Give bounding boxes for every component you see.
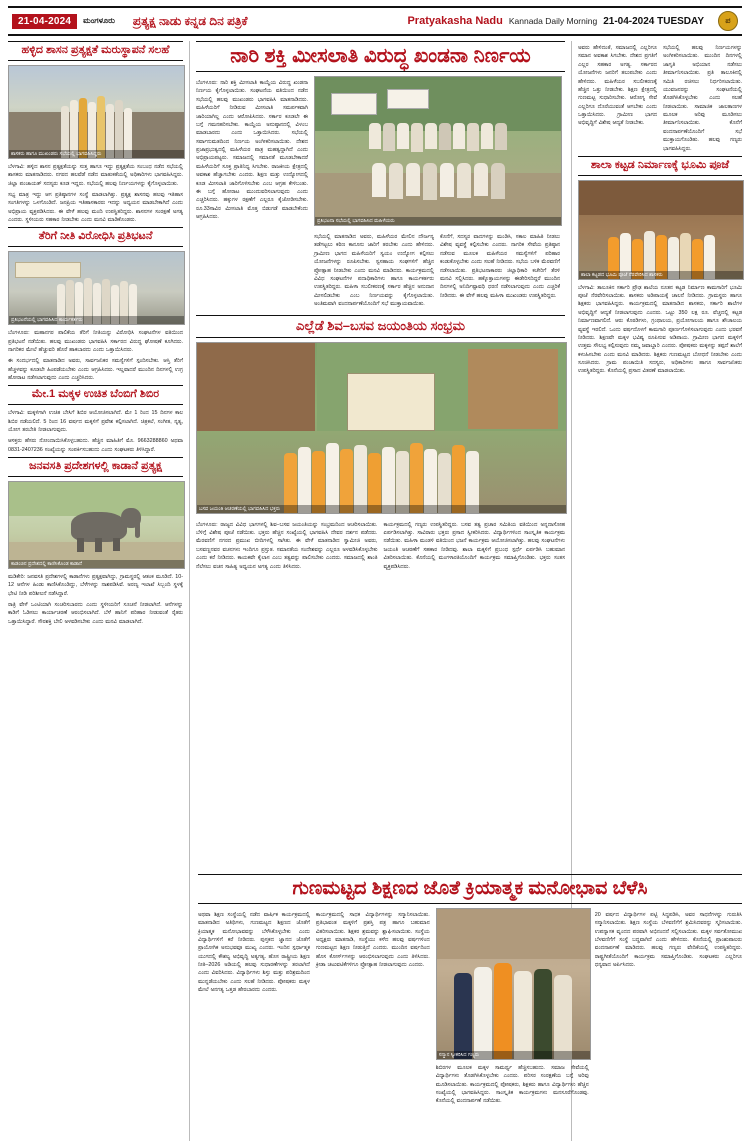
left-headline-2: ತೆರಿಗೆ ನೀತಿ ವಿರೋಧಿಸಿ ಪ್ರತಿಭಟನೆ [8,227,183,247]
main-photo-caption: ಪ್ರತಿಭಟನಾ ಸಭೆಯಲ್ಲಿ ಭಾಗವಹಿಸಿದ ಮಹಿಳೆಯರು [315,217,561,225]
bottom-story [198,874,742,1141]
left-photo-group [8,65,185,159]
left-paragraph-3: ಬೆಂಗಳೂರು: ಮಹಾನಗರ ಪಾಲಿಕೆಯ ತೆರಿಗೆ ನೀತಿಯನ್ನು ವಿರೋಧಿಸಿ ಸಂಘಟನೆಗಳ ವತಿಯಿಂದ ಪ್ರತಿಭಟನೆ ನಡೆಯಿತು. ಹಲವು ಮುಖಂಡರು ಭಾಗವಹಿಸಿ ಸರ್ಕಾರದ ವಿರುದ್ಧ ಘೋಷಣೆ ಕೂಗಿದರು. ನಾಗರಿಕರ ಮೇಲೆ ಹೆಚ್ಚುವರಿ ಹೊರೆ ಹಾಕಬಾರದು ಎಂದು ಒತ್ತಾಯಿಸಿದರು. [8,330,183,353]
left-paragraph-1: ಬೆಳಗಾವಿ: ಹಳ್ಳಿದ ಶಾಸನ ಪ್ರತ್ಯಕ್ಷತೆಯನ್ನು ಸುತ್ತ ಹಾಗೂ ಇದ್ದು ಪ್ರತ್ಯಕ್ಷತೆಯ ಸಂಬಂಧ ನಡೆದ ಸಭೆಯಲ್ಲಿ ಶಾಸಕರು ಮಾತನಾಡಿದರು. ನಗರದ ಹಲವೆಡೆ ನಡೆದ ಮಾತುಕತೆಯಲ್ಲಿ ಅಧಿಕಾರಿಗಳು ಭಾಗವಹಿಸಿದ್ದರು. ಜಿಲ್ಲಾ ಪಂಚಾಯತ್ ಸದಸ್ಯರು ಕೂಡ ಇದ್ದರು. ಸಭೆಯಲ್ಲಿ ಹಲವು ನಿರ್ಣಯಗಳನ್ನು ಕೈಗೊಳ್ಳಲಾಯಿತು. [8,163,183,187]
main-article-col2: ಸಭೆಯಲ್ಲಿ ಮಾತನಾಡಿದ ಅವರು, ಮಹಿಳೆಯರ ಮೇಲಿನ ದೌರ್ಜನ್ಯ ತಡೆಗಟ್ಟಲು ಕಠಿಣ ಕಾನೂನು ಜಾರಿಗೆ ತರಬೇಕು ಎಂದು ಹೇಳಿದರು. ಗ್ರಾಮೀಣ ಭಾಗದ ಮಹಿಳೆಯರಿಗೆ ಸ್ವಯಂ ಉದ್ಯೋಗ ಕಲ್ಪಿಸಲು ಯೋಜನೆಗಳನ್ನು ರೂಪಿಸಬೇಕು. ಸ್ವಸಹಾಯ ಸಂಘಗಳಿಗೆ ಹೆಚ್ಚಿನ ಪ್ರೋತ್ಸಾಹ ನೀಡಬೇಕು ಎಂದು ಮನವಿ ಮಾಡಿದರು. ಕಾರ್ಯಕ್ರಮದಲ್ಲಿ ವಿವಿಧ ಸಂಘಟನೆಗಳ ಪದಾಧಿಕಾರಿಗಳು ಹಾಗೂ ಕಾರ್ಯಕರ್ತರು ಉಪಸ್ಥಿತರಿದ್ದರು. ಮಹಿಳಾ ಸಬಲೀಕರಣಕ್ಕೆ ಸರ್ಕಾರ ಹೆಚ್ಚಿನ ಅನುದಾನ ಮೀಸಲಿಡಬೇಕು ಎಂಬ ನಿರ್ಣಯವನ್ನು ಕೈಗೊಳ್ಳಲಾಯಿತು. ಅಂತಿಮವಾಗಿ ವಂದನಾರ್ಪಣೆಯೊಂದಿಗೆ ಸಭೆ ಮುಕ್ತಾಯವಾಯಿತು. [314,234,434,307]
right-article-text: ಬೆಳಗಾವಿ: ತಾಲೂಕಿನ ಸರ್ಕಾರಿ ಪ್ರೌಢ ಶಾಲೆಯ ನೂತನ ಕಟ್ಟಡ ನಿರ್ಮಾಣ ಕಾಮಗಾರಿಗೆ ಭೂಮಿ ಪೂಜೆ ನೆರವೇರಿಸಲಾಯಿತು. ಶಾಸಕರು ಅಡಿಪಾಯಕ್ಕೆ ಚಾಲನೆ ನೀಡಿದರು. ಗ್ರಾಮಸ್ಥರು ಹಾಗೂ ಶಿಕ್ಷಕರು ಭಾಗವಹಿಸಿದ್ದರು. ಕಾರ್ಯಕ್ರಮದಲ್ಲಿ ಮಾತನಾಡಿದ ಶಾಸಕರು, ಸರ್ಕಾರಿ ಶಾಲೆಗಳ ಅಭಿವೃದ್ಧಿಗೆ ಆದ್ಯತೆ ನೀಡಲಾಗುವುದು ಎಂದರು. ಒಟ್ಟು 350 ಲಕ್ಷ ರೂ. ವೆಚ್ಚದಲ್ಲಿ ಕಟ್ಟಡ ನಿರ್ಮಾಣವಾಗಲಿದೆ. ಆರು ಕೊಠಡಿಗಳು, ಗ್ರಂಥಾಲಯ, ಪ್ರಯೋಗಾಲಯ ಹಾಗೂ ಶೌಚಾಲಯ ವ್ಯವಸ್ಥೆ ಇರಲಿದೆ. ಒಂದು ವರ್ಷದೊಳಗೆ ಕಾಮಗಾರಿ ಪೂರ್ಣಗೊಳಿಸಲಾಗುವುದು ಎಂದು ಭರವಸೆ ನೀಡಿದರು. ಶಿಕ್ಷಣವೇ ಮಕ್ಕಳ ಭವಿಷ್ಯ ರೂಪಿಸುವ ಅಡಿಪಾಯ. ಗ್ರಾಮೀಣ ಭಾಗದ ಮಕ್ಕಳಿಗೆ ಉತ್ತಮ ಸೌಲಭ್ಯ ಕಲ್ಪಿಸುವುದು ನಮ್ಮ ಜವಾಬ್ದಾರಿ ಎಂದರು. ಪೋಷಕರು ಮಕ್ಕಳನ್ನು ತಪ್ಪದೆ ಶಾಲೆಗೆ ಕಳುಹಿಸಬೇಕು ಎಂದು ಮನವಿ ಮಾಡಿದರು. ಶಿಕ್ಷಕರು ಗುಣಮಟ್ಟದ ಬೋಧನೆ ನೀಡಬೇಕು ಎಂದು ಸೂಚಿಸಿದರು. ಗ್ರಾಮ ಪಂಚಾಯಿತಿ ಸದಸ್ಯರು, ಅಧಿಕಾರಿಗಳು ಹಾಗೂ ಸಾರ್ವಜನಿಕರು ಉಪಸ್ಥಿತರಿದ್ದರು. ಕೊನೆಯಲ್ಲಿ ಪ್ರಸಾದ ವಿತರಣೆ ಮಾಡಲಾಯಿತು. [578,284,742,375]
bottom-photo-caption: ಸನ್ಮಾನ ಸ್ವೀಕರಿಸಿದ ಗಣ್ಯರು [437,1051,590,1059]
left-paragraph-4: ಈ ಸಂದರ್ಭದಲ್ಲಿ ಮಾತನಾಡಿದ ಅವರು, ಸಾರ್ವಜನಿಕರ ಸಮಸ್ಯೆಗಳಿಗೆ ಸ್ಪಂದಿಸಬೇಕು. ಆಸ್ತಿ ತೆರಿಗೆ ಹೆಚ್ಚಳವನ್ನು ಕೂಡಲೇ ಹಿಂಪಡೆಯಬೇಕು ಎಂದು ಆಗ್ರಹಿಸಿದರು. ಇಲ್ಲವಾದರೆ ಮುಂದಿನ ದಿನಗಳಲ್ಲಿ ಉಗ್ರ ಹೋರಾಟ ನಡೆಸಲಾಗುವುದು ಎಂದು ಎಚ್ಚರಿಸಿದರು. [8,358,183,381]
masthead [8,6,742,36]
left-photo-protest [8,251,185,325]
left-paragraph-6: ಆಸಕ್ತರು ಹೆಸರು ನೋಂದಾಯಿಸಿಕೊಳ್ಳಬಹುದು. ಹೆಚ್ಚಿನ ಮಾಹಿತಿಗೆ ಮೊ. 9663288860 ಅಥವಾ 0831-2407236 ಸಂಖ್ಯೆಯನ್ನು ಸಂಪರ್ಕಿಸಬಹುದು ಎಂದು ಸಂಘಟಕರು ತಿಳಿಸಿದ್ದಾರೆ. [8,438,183,453]
right-mid-text: ಸಭೆಯಲ್ಲಿ ಹಲವು ನಿರ್ಣಯಗಳನ್ನು ಅಂಗೀಕರಿಸಲಾಯಿತು. ಮುಂದಿನ ದಿನಗಳಲ್ಲಿ ಜಾಗೃತಿ ಅಭಿಯಾನ ನಡೆಸಲು ತೀರ್ಮಾನಿಸಲಾಯಿತು. ಪ್ರತಿ ತಾಲೂಕಿನಲ್ಲಿ ಸಮಿತಿ ರಚಿಸಲು ನಿರ್ಧರಿಸಲಾಯಿತು. ಯುವಜನರನ್ನು ಸಂಘಟನೆಯಲ್ಲಿ ತೊಡಗಿಸಿಕೊಳ್ಳಬೇಕು ಎಂದು ಸಲಹೆ ನೀಡಲಾಯಿತು. ಸಾಮಾಜಿಕ ಜಾಲತಾಣಗಳ ಮೂಲಕ ಅರಿವು ಮೂಡಿಸಲು ತೀರ್ಮಾನಿಸಲಾಯಿತು. ಕೊನೆಗೆ ವಂದನಾರ್ಪಣೆಯೊಂದಿಗೆ ಸಭೆ ಮುಕ್ತಾಯಗೊಂಡಿತು. ಹಲವು ಗಣ್ಯರು ಭಾಗವಹಿಸಿದ್ದರು. [663,45,742,152]
masthead-english-title: Pratyakasha Nadu [407,15,503,27]
bottom-col-4: 20 ವರ್ಷದ ವಿದ್ಯಾರ್ಥಿಗಳ ಪಟ್ಟಿ ಸಿದ್ಧಪಡಿಸಿ, ಅವರ ಸಾಧನೆಗಳನ್ನು ಗುರುತಿಸಿ ಸನ್ಮಾನಿಸಲಾಯಿತು. ಶಿಕ್ಷಣ ಸಂಸ್ಥೆಯ ಬೆಳವಣಿಗೆಗೆ ಶ್ರಮಿಸಿದವರನ್ನು ಸ್ಮರಿಸಲಾಯಿತು. ಉಪನ್ಯಾಸಕ ವೃಂದದ ಪರವಾಗಿ ಅಭಿನಂದನೆ ಸಲ್ಲಿಸಲಾಯಿತು. ಮಕ್ಕಳ ಸರ್ವತೋಮುಖ ಬೆಳವಣಿಗೆಗೆ ಸಂಸ್ಥೆ ಬದ್ಧವಾಗಿದೆ ಎಂದು ಹೇಳಿದರು. ಕೊನೆಯಲ್ಲಿ ಪ್ರಾಂಶುಪಾಲರು ವಂದನಾರ್ಪಣೆ ಮಾಡಿದರು. ಹಲವು ಗಣ್ಯರು ವೇದಿಕೆಯಲ್ಲಿ ಉಪಸ್ಥಿತರಿದ್ದರು. ರಾಷ್ಟ್ರಗೀತೆಯೊಂದಿಗೆ ಕಾರ್ಯಕ್ರಮ ಸಮಾಪ್ತಿಗೊಂಡಿತು. ಸಂಘಟಕರು ಎಲ್ಲರಿಗೂ ಧನ್ಯವಾದ ಅರ್ಪಿಸಿದರು. [594,911,742,968]
left-headline-3: ಮೇ.1 ಮಕ್ಕಳ ಉಚಿತ ಬೆಂಬಿಗೆ ಶಿಬಿರ [8,385,183,405]
left-headline-4: ಜನವಸತಿ ಪ್ರದೇಶಗಳಲ್ಲಿ ಕಾಡಾನೆ ಪ್ರತ್ಯಕ್ಷ [8,457,183,477]
bottom-photo-felicitation [436,908,591,1060]
right-headline-1: ಶಾಲಾ ಕಟ್ಟಡ ನಿರ್ಮಾಣಕ್ಕೆ ಭೂಮಿ ಪೂಜೆ [578,156,742,176]
masthead-english-date: 21-04-2024 TUESDAY [603,15,704,27]
left-photo-2-caption: ಪ್ರತಿಭಟನೆಯಲ್ಲಿ ಭಾಗವಹಿಸಿದ ಕಾರ್ಯಕರ್ತರು [9,316,184,324]
masthead-kannada-title: ಪ್ರತ್ಯಕ್ಷ ನಾಡು ಕನ್ನಡ ದಿನ ಪತ್ರಿಕೆ [132,13,248,28]
masthead-edition: ಮಂಗಳೂರು [83,16,115,25]
mid2-col-1: ಬೆಂಗಳೂರು: ರಾಜ್ಯದ ವಿವಿಧ ಭಾಗಗಳಲ್ಲಿ ಶಿವ–ಬಸವ ಜಯಂತಿಯನ್ನು ಸಂಭ್ರಮದಿಂದ ಆಚರಿಸಲಾಯಿತು. ಬೆಳಿಗ್ಗೆ ವಿಶೇಷ ಪೂಜೆ ನಡೆಯಿತು. ಭಕ್ತರು ಹೆಚ್ಚಿನ ಸಂಖ್ಯೆಯಲ್ಲಿ ಭಾಗವಹಿಸಿ ದೇವರ ದರ್ಶನ ಪಡೆದರು. ಮೆರವಣಿಗೆ ನಗರದ ಪ್ರಮುಖ ಬೀದಿಗಳಲ್ಲಿ ಸಾಗಿತು. ಈ ವೇಳೆ ಮಾತನಾಡಿದ ಸ್ವಾಮೀಜಿ ಅವರು, ಬಸವಣ್ಣನವರ ವಚನಗಳು ಇಂದಿಗೂ ಪ್ರಸ್ತುತ. ಸಮಾನತೆಯ ಸಂದೇಶವನ್ನು ಎಲ್ಲರೂ ಅಳವಡಿಸಿಕೊಳ್ಳಬೇಕು ಎಂದು ಕರೆ ನೀಡಿದರು. ಕಾಯಕವೇ ಕೈಲಾಸ ಎಂಬ ತತ್ವವನ್ನು ಪಾಲಿಸಬೇಕು ಎಂದರು. ಸಮಾಜದಲ್ಲಿ ಶಾಂತಿ ನೆಲೆಸಲು ವಚನ ಸಾಹಿತ್ಯ ಅಧ್ಯಯನ ಅಗತ್ಯ ಎಂದು ತಿಳಿಸಿದರು. [196,521,378,570]
main-article-col3: ಕೊನೆಗೆ, ಸದಸ್ಯರ ವಾದಗಳನ್ನು ಮಂಡಿಸಿ, ಸಕಾಲ ಮಾಹಿತಿ ನೀಡಲು ವಿಶೇಷ ವ್ಯವಸ್ಥೆ ಕಲ್ಪಿಸಬೇಕು ಎಂದರು. ನಾಗರಿಕ ಸೇವೆಯ ಪ್ರತಿಷ್ಠಾನ ನಡೆಸುವ ಮೂಲಕ ಮಹಿಳೆಯರ ಸಮಸ್ಯೆಗಳಿಗೆ ಪರಿಹಾರ ಕಂಡುಕೊಳ್ಳಬೇಕು ಎಂದು ಸಲಹೆ ನೀಡಿದರು. ಸಭೆಯ ಬಳಿಕ ಮೆರವಣಿಗೆ ನಡೆಸಲಾಯಿತು. ಪ್ರತಿಭಟನಾಕಾರರು ಜಿಲ್ಲಾಧಿಕಾರಿ ಕಚೇರಿಗೆ ತೆರಳಿ ಮನವಿ ಸಲ್ಲಿಸಿದರು. ಹಕ್ಕೊತ್ತಾಯಗಳನ್ನು ಈಡೇರಿಸದಿದ್ದರೆ ಮುಂದಿನ ದಿನಗಳಲ್ಲಿ ಅನಿರ್ದಿಷ್ಟಾವಧಿ ಧರಣಿ ನಡೆಸಲಾಗುವುದು ಎಂದು ಎಚ್ಚರಿಕೆ ನೀಡಿದರು. ಈ ವೇಳೆ ಹಲವು ಮಹಿಳಾ ಮುಖಂಡರು ಉಪಸ್ಥಿತರಿದ್ದರು. [440,234,560,299]
right-photo-bhoomipuja [578,180,744,280]
left-photo-1-caption: ಶಾಸಕರು ಹಾಗೂ ಮುಖಂಡರು ಸಭೆಯಲ್ಲಿ ಭಾಗವಹಿಸಿದ್ದರು [9,150,184,158]
main-photo-meeting [314,76,562,226]
bottom-col-2: ಕಾರ್ಯಕ್ರಮದಲ್ಲಿ ಸಾಧಕ ವಿದ್ಯಾರ್ಥಿಗಳನ್ನು ಸನ್ಮಾನಿಸಲಾಯಿತು. ಪ್ರತಿಭಾವಂತ ಮಕ್ಕಳಿಗೆ ಪ್ರಶಸ್ತಿ ಪತ್ರ ಹಾಗೂ ಬಹುಮಾನ ವಿತರಿಸಲಾಯಿತು. ಶಿಕ್ಷಕರ ಶ್ರಮವನ್ನು ಶ್ಲಾಘಿಸಲಾಯಿತು. ಸಂಸ್ಥೆಯ ಅಧ್ಯಕ್ಷರು ಮಾತನಾಡಿ, ಸಂಸ್ಥೆಯು ಕಳೆದ ಹಲವು ವರ್ಷಗಳಿಂದ ಗುಣಮಟ್ಟದ ಶಿಕ್ಷಣ ನೀಡುತ್ತಿದೆ ಎಂದರು. ಮುಂದಿನ ವರ್ಷದಿಂದ ಹೊಸ ಕೋರ್ಸ್‌ಗಳನ್ನು ಆರಂಭಿಸಲಾಗುವುದು ಎಂದು ತಿಳಿಸಿದರು. ಕ್ರೀಡಾ ಚಟುವಟಿಕೆಗಳಿಗೂ ಪ್ರೋತ್ಸಾಹ ನೀಡಲಾಗುವುದು ಎಂದರು. [315,911,430,968]
masthead-date-badge: 21-04-2024 [12,14,77,29]
left-paragraph-7: ಮಡಿಕೇರಿ: ಜನವಸತಿ ಪ್ರದೇಶಗಳಲ್ಲಿ ಕಾಡಾನೆಗಳು ಪ್ರತ್ಯಕ್ಷವಾಗಿದ್ದು, ಗ್ರಾಮಸ್ಥರಲ್ಲಿ ಆತಂಕ ಮೂಡಿದೆ. 10-12 ಆನೆಗಳ ಹಿಂಡು ಕಾಣಿಸಿಕೊಂಡಿದ್ದು, ಬೆಳೆಗಳನ್ನು ನಾಶಪಡಿಸಿವೆ. ಅರಣ್ಯ ಇಲಾಖೆ ಸಿಬ್ಬಂದಿ ಸ್ಥಳಕ್ಕೆ ಭೇಟಿ ನೀಡಿ ಪರಿಶೀಲನೆ ನಡೆಸಿದ್ದಾರೆ. [8,573,183,597]
left-paragraph-5: ಬೆಳಗಾವಿ: ಮಕ್ಕಳಿಗಾಗಿ ಉಚಿತ ಬೇಸಿಗೆ ಶಿಬಿರ ಆಯೋಜಿಸಲಾಗಿದೆ. ಮೇ 1 ರಿಂದ 15 ದಿನಗಳ ಕಾಲ ಶಿಬಿರ ನಡೆಯಲಿದೆ. 5 ರಿಂದ 16 ವರ್ಷದ ಮಕ್ಕಳಿಗೆ ಪ್ರವೇಶ ಕಲ್ಪಿಸಲಾಗಿದೆ. ಚಿತ್ರಕಲೆ, ಸಂಗೀತ, ನೃತ್ಯ, ಯೋಗ ತರಬೇತಿ ನೀಡಲಾಗುವುದು. [8,410,183,433]
left-paragraph-8: ರಾತ್ರಿ ವೇಳೆ ಒಂಟಿಯಾಗಿ ಸಂಚರಿಸಬಾರದು ಎಂದು ಸ್ಥಳೀಯರಿಗೆ ಸೂಚನೆ ನೀಡಲಾಗಿದೆ. ಆನೆಗಳನ್ನು ಕಾಡಿಗೆ ಓಡಿಸಲು ಕಾರ್ಯಾಚರಣೆ ಆರಂಭಿಸಲಾಗಿದೆ. ಬೆಳೆ ಹಾನಿಗೆ ಪರಿಹಾರ ನೀಡುವಂತೆ ರೈತರು ಒತ್ತಾಯಿಸಿದ್ದಾರೆ. ಸೌರಶಕ್ತಿ ಬೇಲಿ ಅಳವಡಿಸಬೇಕು ಎಂದು ಮನವಿ ಮಾಡಲಾಗಿದೆ. [8,601,183,625]
left-photo-3-caption: ಕಾಡಂಚಿನ ಪ್ರದೇಶದಲ್ಲಿ ಕಾಣಿಸಿಕೊಂಡ ಕಾಡಾನೆ [9,560,184,568]
left-column [8,41,190,1141]
left-headline-1: ಹಳ್ಳಿದ ಶಾಸನ ಪ್ರತ್ಯಕ್ಷತೆ ಮರುಸ್ಥಾಪನೆ ಸಲಹೆ [8,41,183,61]
bottom-headline: ಗುಣಮಟ್ಟದ ಶಿಕ್ಷಣದ ಜೊತೆ ಕ್ರಿಯಾತ್ಮಕ ಮನೋಭಾವ ಬೆಳೆಸಿ [198,874,742,904]
right-photo-caption: ಶಾಲಾ ಕಟ್ಟಡದ ಭೂಮಿ ಪೂಜೆ ನೆರವೇರಿಸಿದ ಶಾಸಕರು [579,271,743,279]
mid-photo-jayanti [196,342,567,514]
mid2-col-2: ಕಾರ್ಯಕ್ರಮದಲ್ಲಿ ಗಣ್ಯರು ಉಪಸ್ಥಿತರಿದ್ದರು. ಬಸವ ತತ್ವ ಪ್ರಚಾರ ಸಮಿತಿಯ ವತಿಯಿಂದ ಅನ್ನದಾಸೋಹ ಏರ್ಪಡಿಸಲಾಗಿತ್ತು. ಸಾವಿರಾರು ಭಕ್ತರು ಪ್ರಸಾದ ಸ್ವೀಕರಿಸಿದರು. ವಿದ್ಯಾರ್ಥಿಗಳಿಂದ ಸಾಂಸ್ಕೃತಿಕ ಕಾರ್ಯಕ್ರಮ ನಡೆಯಿತು. ಮಹಿಳಾ ಮಂಡಳಿ ವತಿಯಿಂದ ಭಜನೆ ಕಾರ್ಯಕ್ರಮ ಆಯೋಜಿಸಲಾಗಿತ್ತು. ಹಲವು ಸಂಘಟನೆಗಳು ಜಯಂತಿ ಆಚರಣೆಗೆ ಸಹಕಾರ ನೀಡಿದವು. ಶಾಲಾ ಮಕ್ಕಳಿಗೆ ಪ್ರಬಂಧ ಸ್ಪರ್ಧೆ ಏರ್ಪಡಿಸಿ ಬಹುಮಾನ ವಿತರಿಸಲಾಯಿತು. ಕೊನೆಯಲ್ಲಿ ಮಂಗಳಾರತಿಯೊಂದಿಗೆ ಕಾರ್ಯಕ್ರಮ ಸಮಾಪ್ತಿಗೊಂಡಿತು. ಭಕ್ತರು ಸಂತಸ ವ್ಯಕ್ತಪಡಿಸಿದರು. [383,521,565,570]
bottom-col-3: ಶಿಬಿರಗಳ ಮೂಲಕ ಮಕ್ಕಳ ಸಾಮರ್ಥ್ಯ ಹೆಚ್ಚಿಸಬಹುದು. ಸಮಾಜ ಸೇವೆಯಲ್ಲಿ ವಿದ್ಯಾರ್ಥಿಗಳು ತೊಡಗಿಸಿಕೊಳ್ಳಬೇಕು ಎಂದರು. ಪರಿಸರ ಸಂರಕ್ಷಣೆಯ ಬಗ್ಗೆ ಅರಿವು ಮೂಡಿಸಲಾಯಿತು. ಕಾರ್ಯಕ್ರಮದಲ್ಲಿ ಪೋಷಕರು, ಶಿಕ್ಷಕರು ಹಾಗೂ ವಿದ್ಯಾರ್ಥಿಗಳು ಹೆಚ್ಚಿನ ಸಂಖ್ಯೆಯಲ್ಲಿ ಭಾಗವಹಿಸಿದ್ದರು. ಸಾಂಸ್ಕೃತಿಕ ಕಾರ್ಯಕ್ರಮಗಳು ಮನಸೂರೆಗೊಂಡವು. ಕೊನೆಯಲ್ಲಿ ವಂದನಾರ್ಪಣೆ ನಡೆಯಿತು. [435,1064,589,1105]
mid-photo-2-caption: ಬಸವ ಜಯಂತಿ ಆಚರಣೆಯಲ್ಲಿ ಭಾಗವಹಿಸಿದ ಭಕ್ತರು [197,505,566,513]
left-photo-elephant [8,481,185,569]
masthead-english-block [407,11,738,31]
newspaper-logo-icon: ಪ [718,11,738,31]
left-paragraph-2: ಸಭ್ಯ ಮಾತ್ರ ಇದ್ದು ಆಗ ಪ್ರತಿಷ್ಠಾನಗಳ ಸಂಸ್ಥೆ ಮಾಡಲಾಗಿತ್ತು. ಪ್ರತ್ಯಕ್ಷ ಶಾಸನವು ಹಲವು ಇತಿಹಾಸ ಸಂಗತಿಗಳನ್ನು ಒಳಗೊಂಡಿದೆ. ಜನಪ್ರಿಯ ಇತಿಹಾಸಕಾರರು ಇದನ್ನು ಅಧ್ಯಯನ ಮಾಡಬೇಕಾಗಿದೆ ಎಂದು ಅಭಿಪ್ರಾಯ ವ್ಯಕ್ತಪಡಿಸಿದರು. ಈ ವೇಳೆ ಹಲವು ಮಂದಿ ಉಪಸ್ಥಿತರಿದ್ದರು. ಶಾಸನಗಳ ಸಂರಕ್ಷಣೆ ಅಗತ್ಯ ಎಂದರು. ಸ್ಥಳೀಯರು ಸಹಕಾರ ನೀಡಬೇಕು ಎಂದು ಮನವಿ ಮಾಡಿಕೊಂಡರು. [8,191,183,223]
mid-headline-2: ಎಲ್ಲೆಡೆ ಶಿವ–ಬಸವ ಜಯಂತಿಯ ಸಂಭ್ರಮ [196,315,565,337]
right-top-text: ಅವರು ಹೇಳಿದಂತೆ, ಸಮಾಜದಲ್ಲಿ ಎಲ್ಲರಿಗೂ ಸಮಾನ ಅವಕಾಶ ಸಿಗಬೇಕು. ದೇಶದ ಪ್ರಗತಿಗೆ ಎಲ್ಲರ ಸಹಕಾರ ಅಗತ್ಯ. ಸರ್ಕಾರದ ಯೋಜನೆಗಳು ಜನರಿಗೆ ತಲುಪಬೇಕು ಎಂದು ಹೇಳಿದರು. ಮಹಿಳೆಯರ ಸಬಲೀಕರಣಕ್ಕೆ ಹೆಚ್ಚಿನ ಒತ್ತು ನೀಡಬೇಕು. ಶಿಕ್ಷಣ ಕ್ಷೇತ್ರದಲ್ಲಿ ಗುಣಮಟ್ಟ ಸುಧಾರಿಸಬೇಕು. ಆರೋಗ್ಯ ಸೇವೆ ಎಲ್ಲರಿಗೂ ದೊರೆಯುವಂತೆ ಆಗಬೇಕು ಎಂದು ಒತ್ತಾಯಿಸಿದರು. ಗ್ರಾಮೀಣ ಭಾಗದ ಅಭಿವೃದ್ಧಿಗೆ ವಿಶೇಷ ಆದ್ಯತೆ ನೀಡಬೇಕು. [578,45,657,127]
main-article-col1: ಬೆಂಗಳೂರು: ನಾರಿ ಶಕ್ತಿ ಮೀಸಲಾತಿ ಕಾಯ್ದೆಯ ವಿರುದ್ಧ ಖಂಡನಾ ನಿರ್ಣಯ ಕೈಗೊಳ್ಳಲಾಯಿತು. ಸಂಘಟನೆಯ ವತಿಯಿಂದ ನಡೆದ ಸಭೆಯಲ್ಲಿ ಹಲವು ಮುಖಂಡರು ಭಾಗವಹಿಸಿ ಮಾತನಾಡಿದರು. ಮಹಿಳೆಯರಿಗೆ ನೀಡಿರುವ ಮೀಸಲಾತಿ ಸಮರ್ಪಕವಾಗಿ ಜಾರಿಯಾಗಿಲ್ಲ ಎಂದು ಆರೋಪಿಸಿದರು. ಸರ್ಕಾರ ಕೂಡಲೇ ಈ ಬಗ್ಗೆ ಗಮನಹರಿಸಬೇಕು. ಕಾಯ್ದೆಯ ಅನುಷ್ಠಾನದಲ್ಲಿ ವಿಳಂಬ ಮಾಡಬಾರದು ಎಂದು ಒತ್ತಾಯಿಸಿದರು. ಸಭೆಯಲ್ಲಿ ಸರ್ವಾನುಮತದಿಂದ ನಿರ್ಣಯ ಅಂಗೀಕರಿಸಲಾಯಿತು. ದೇಶದ ಪ್ರಜಾಪ್ರಭುತ್ವದಲ್ಲಿ ಮಹಿಳೆಯರ ಪಾತ್ರ ಮಹತ್ವದ್ದಾಗಿದೆ ಎಂದು ಅಭಿಪ್ರಾಯಪಟ್ಟರು. ಸಮಾಜದಲ್ಲಿ ಸಮಾನತೆ ಮೂಡಬೇಕಾದರೆ ಮಹಿಳೆಯರಿಗೆ ಸೂಕ್ತ ಪ್ರಾತಿನಿಧ್ಯ ಸಿಗಬೇಕು. ರಾಜಕೀಯ ಕ್ಷೇತ್ರದಲ್ಲಿ ಅವಕಾಶ ಹೆಚ್ಚಾಗಬೇಕು ಎಂದರು. ಶಿಕ್ಷಣ ಮತ್ತು ಉದ್ಯೋಗದಲ್ಲಿ ಕೂಡ ಮೀಸಲಾತಿ ಜಾರಿಗೊಳಿಸಬೇಕು ಎಂಬ ಆಗ್ರಹ ಕೇಳಿಬಂತು. ಈ ಬಗ್ಗೆ ಹೋರಾಟ ಮುಂದುವರಿಸಲಾಗುವುದು ಎಂದು ಎಚ್ಚರಿಸಿದರು. ಹಕ್ಕುಗಳ ರಕ್ಷಣೆಗೆ ಎಲ್ಲರೂ ಕೈಜೋಡಿಸಬೇಕು. ರೂ.33ಸಾವಿರ ಮೀಸಲಾತಿ ಮೊತ್ತ ಬಿಡುಗಡೆ ಮಾಡಬೇಕೆಂದು ಆಗ್ರಹಿಸಿದರು. [196,80,308,220]
masthead-english-tag: Kannada Daily Morning [508,16,598,26]
main-headline: ನಾರಿ ಶಕ್ತಿ ಮೀಸಲಾತಿ ವಿರುದ್ಧ ಖಂಡನಾ ನಿರ್ಣಯ [196,41,565,72]
bottom-col-1: ಅಥವಾ ಶಿಕ್ಷಣ ಸಂಸ್ಥೆಯಲ್ಲಿ ನಡೆದ ವಾರ್ಷಿಕ ಕಾರ್ಯಕ್ರಮದಲ್ಲಿ ಮಾತನಾಡಿದ ಅತಿಥಿಗಳು, ಗುಣಮಟ್ಟದ ಶಿಕ್ಷಣದ ಜೊತೆಗೆ ಕ್ರಿಯಾತ್ಮಕ ಮನೋಭಾವವನ್ನು ಬೆಳೆಸಿಕೊಳ್ಳಬೇಕು ಎಂದು ವಿದ್ಯಾರ್ಥಿಗಳಿಗೆ ಕರೆ ನೀಡಿದರು. ಪುಸ್ತಕದ ಜ್ಞಾನದ ಜೊತೆಗೆ ಪ್ರಾಯೋಗಿಕ ಅನುಭವವೂ ಮುಖ್ಯ ಎಂದರು. ಇಂದಿನ ಸ್ಪರ್ಧಾತ್ಮಕ ಯುಗದಲ್ಲಿ ಕೌಶಲ್ಯ ಅಭಿವೃದ್ಧಿ ಅತ್ಯಗತ್ಯ. ಹೊಸ ರಾಷ್ಟ್ರೀಯ ಶಿಕ್ಷಣ ನೀತಿ–2026 ಅಡಿಯಲ್ಲಿ ಹಲವು ಸುಧಾರಣೆಗಳನ್ನು ತರಲಾಗಿದೆ ಎಂದು ವಿವರಿಸಿದರು. ವಿದ್ಯಾರ್ಥಿಗಳು ಶಿಸ್ತು ಮತ್ತು ಪರಿಶ್ರಮದಿಂದ ಮುನ್ನಡೆಯಬೇಕು ಎಂದು ಸಲಹೆ ನೀಡಿದರು. ಪೋಷಕರು ಮಕ್ಕಳ ಮೇಲೆ ಅನಗತ್ಯ ಒತ್ತಡ ಹೇರಬಾರದು ಎಂದರು. [198,911,310,994]
